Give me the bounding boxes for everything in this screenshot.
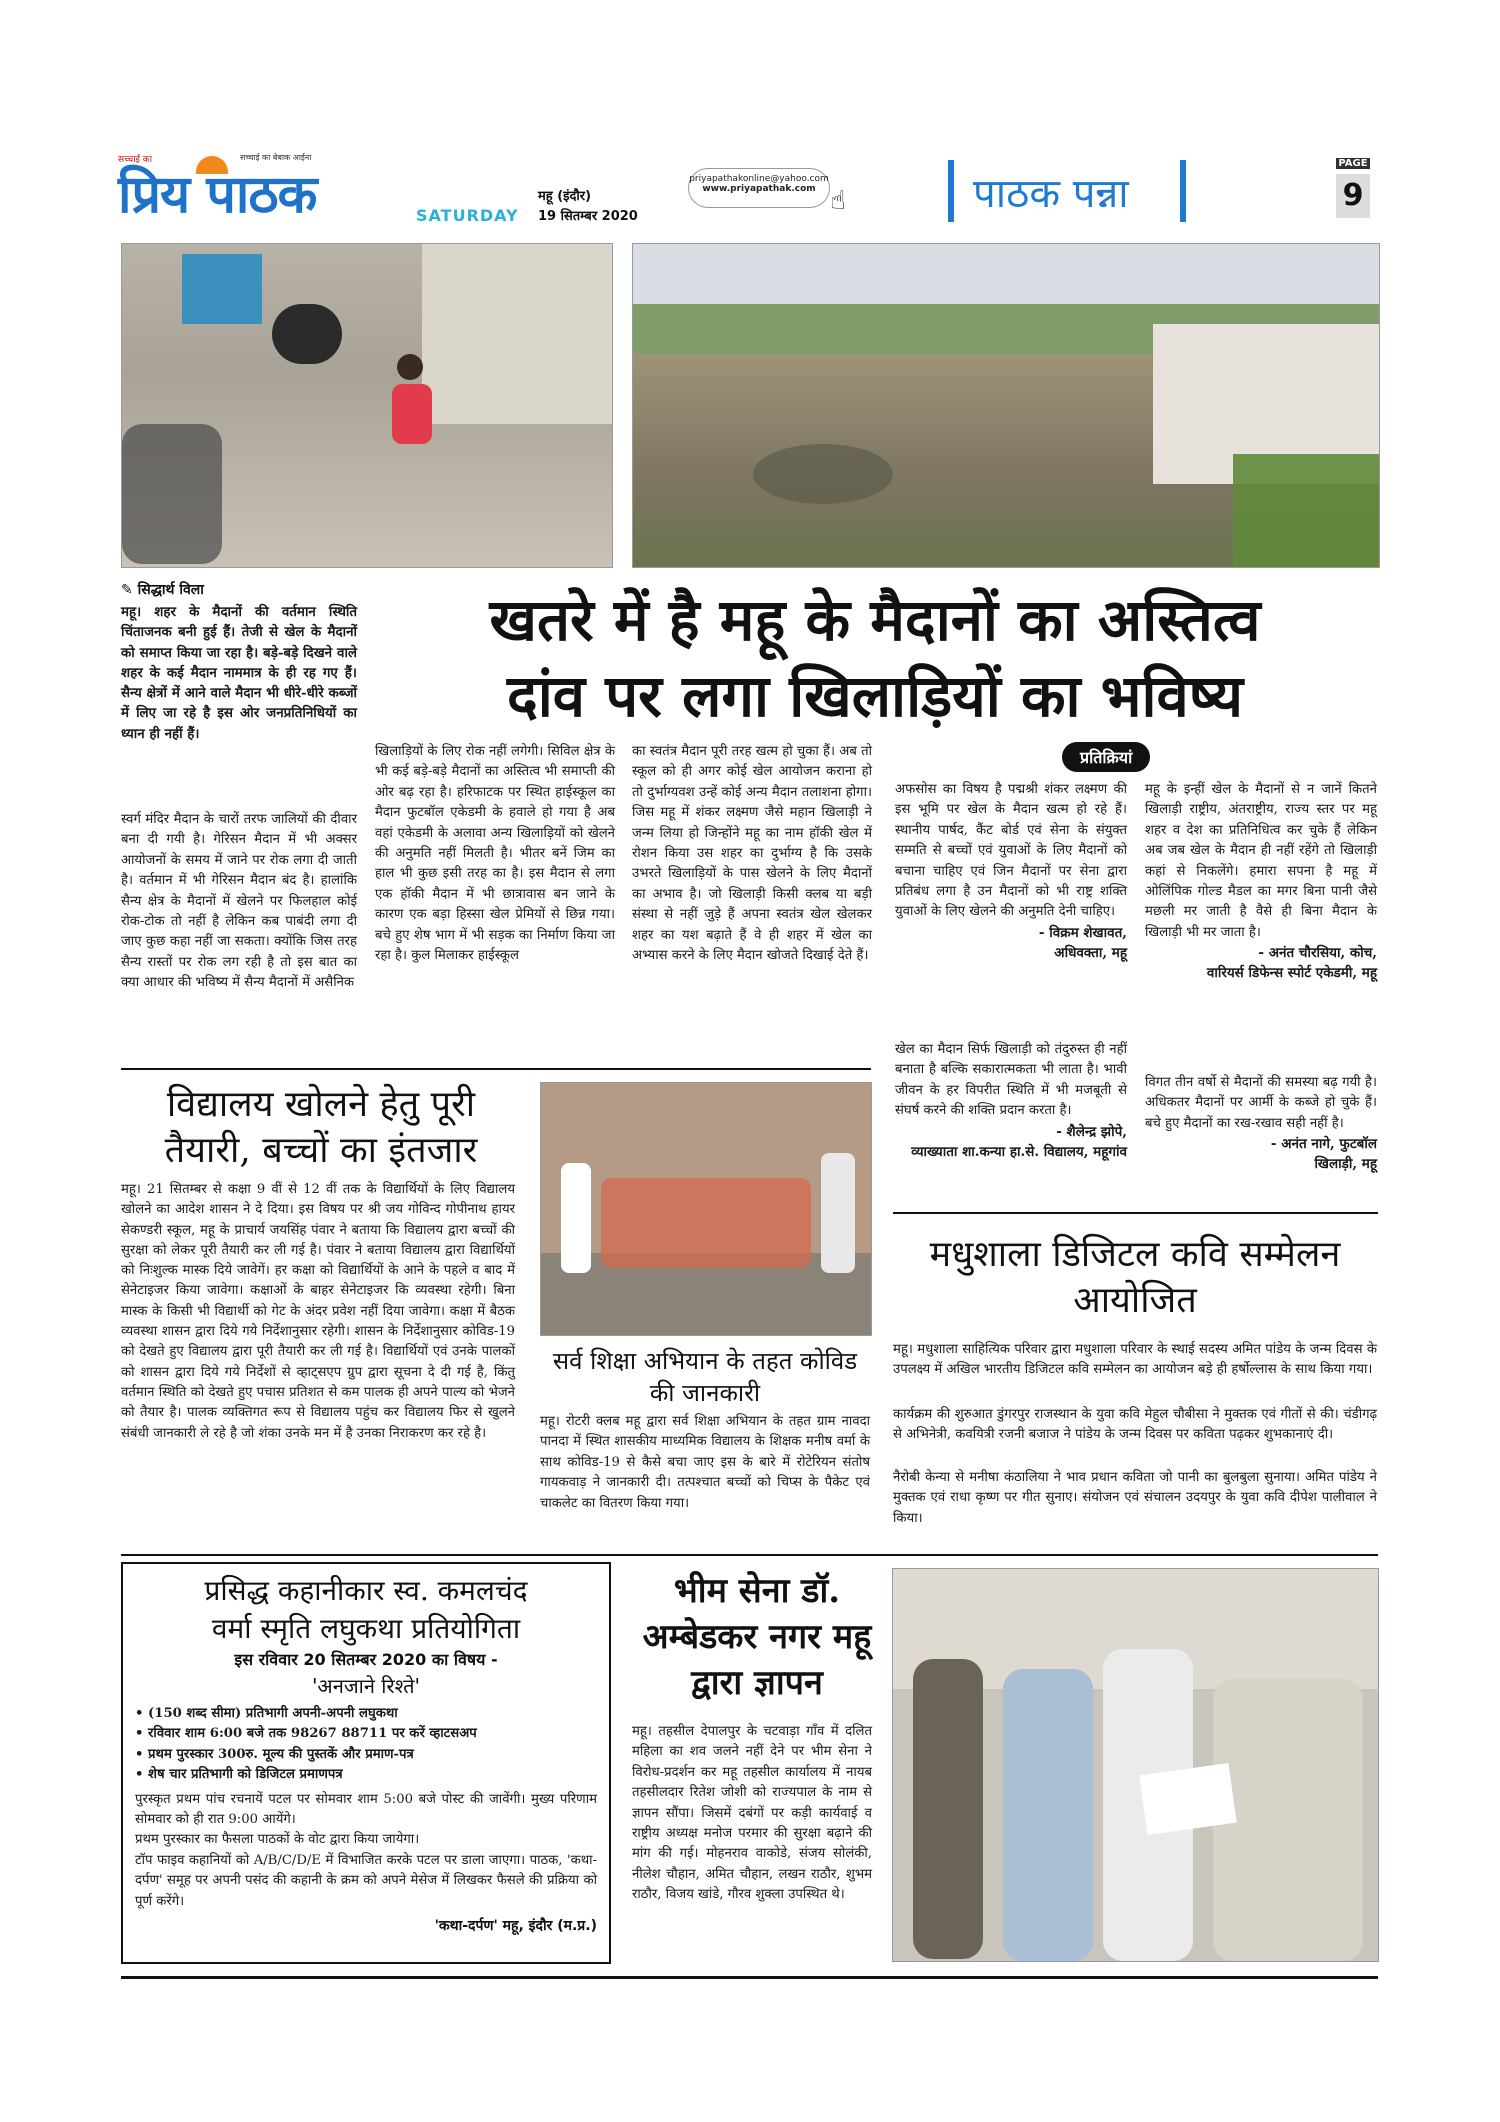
- school-headline: विद्यालय खोलने हेतु पूरी तैयारी, बच्चों का इंतजार: [164, 1084, 478, 1171]
- competition-subject-line: इस रविवार 20 सितम्बर 2020 का विषय -: [234, 1650, 498, 1669]
- photo-barren-ground: [632, 243, 1380, 568]
- reaction-right-1: [1145, 780, 1377, 983]
- logo-tagline: सच्चाई का बेबाक आईना: [240, 153, 312, 162]
- reaction-name: - अनंत नागे, फुटबॉल: [1270, 1136, 1377, 1153]
- section-title: पाठक पन्ना: [973, 171, 1129, 217]
- date-label: 19 सितम्बर 2020: [538, 209, 638, 224]
- logo-text: प्रिय पाठक: [118, 165, 317, 225]
- masthead: [118, 150, 1378, 232]
- website-link[interactable]: www.priyapathak.com: [702, 184, 816, 194]
- rule-item: • रविवार शाम 6:00 बजे तक 98267 88711 पर करें व्हाटसअप: [135, 1726, 477, 1742]
- pointer-hand-icon: ☝: [830, 186, 846, 216]
- bhim-sena-body: महू। तहसील देपालपुर के चटवाड़ा गाँव में दलित महिला का शव जलने नहीं देने पर भीम सेना ने विरोध-प्रदर्शन कर महू तहसील कार्यालय में नायब तहसीलदार रितेश जोशी को राज्यपाल के नाम से ज्ञापन सौंपा। जिसमें दबंगों पर कड़ी कार्यवाई व राष्ट्रीय अध्यक्ष मनोज परमार की सुरक्षा बढ़ाने की मांग की गई। मोहनराव वाकोडे, संजय सोलंकी, नीलेश चौहान, अमित चौहान, लखन राठौर, शुभम राठौर, विजय खांडे, गौरव शुक्ला उपस्थित थे।: [632, 1724, 872, 1903]
- reaction-text: अफसोस का विषय है पद्मश्री शंकर लक्ष्मण की इस भूमि पर खेल के मैदान खत्म हो रहे हैं। स्थानीय पार्षद, कैंट बोर्ड एवं सेना के संयुक्त सम्मति से बच्चों एवं युवाओं के लिए मैदानों को बचाना चाहिए एवं जिन मैदानों पर सेना द्वारा प्रतिबंध लगा है उन मैदानों को भी राष्ट्र शक्ति युवाओं के लिए खेलने की अनुमति देनी चाहिए।: [895, 782, 1127, 920]
- bhim-sena-headline: भीम सेना डॉ. अम्बेडकर नगर महू द्वारा ज्ञापन: [642, 1571, 872, 1703]
- rule-item: • शेष चार प्रतिभागी को डिजिटल प्रमाणपत्र: [135, 1767, 343, 1783]
- reaction-role: खिलाड़ी, महू: [1314, 1156, 1377, 1173]
- rule-item: • प्रथम पुरस्कार 300रु. मूल्य की पुस्तकें और प्रमाण-पत्र: [135, 1746, 414, 1762]
- reaction-text: खेल का मैदान सिर्फ खिलाड़ी को तंदुरुस्त ही नहीं बनाता है बल्कि सकारात्मकता भी लाता है। भावी जीवन के हर विपरीत स्थिति में भी मजबूती से संघर्ष करने की शक्ति प्रदान करता है।: [895, 1042, 1127, 1119]
- reaction-name: - शैलेन्द्र झोपे,: [1056, 1123, 1127, 1140]
- section-bracket-right-icon: [1180, 160, 1186, 222]
- divider: [893, 1212, 1378, 1214]
- reactions-label: प्रतिक्रियां: [1062, 742, 1150, 772]
- main-headline-line1: खतरे में है महू के मैदानों का अस्तित्व: [489, 586, 1261, 654]
- competition-box: [121, 1562, 611, 1964]
- main-story-lead: महू। शहर के मैदानों की वर्तमान स्थिति चिंताजनक बनी हुई हैं। तेजी से खेल के मैदानों को समाप्त किया जा रहा है। बड़े-बड़े दिखने वाले शहर के कई मैदान नाममात्र के ही रह गए हैं। सैन्य क्षेत्रों में आने वाले मैदान भी धीरे-धीरे कब्जों में लिए जा रहे है इस ओर जनप्रतिनिधियों का ध्यान ही नहीं हैं।: [121, 604, 357, 742]
- reaction-text: विगत तीन वर्षो से मैदानों की समस्या बढ़ गयी है। अधिकतर मैदानों पर आर्मी के कब्जे हो चुके हैं। बचे हुए मैदानों का रख-रखाव सही नहीं है।: [1145, 1075, 1377, 1131]
- reaction-role: अधिवक्ता, महू: [1054, 944, 1127, 961]
- competition-sign: 'कथा-दर्पण' महू, इंदौर (म.प्र.): [434, 1918, 597, 1935]
- reaction-name: - अनंत चौरसिया, कोच,: [1258, 945, 1377, 962]
- pen-icon: ✎: [121, 582, 133, 598]
- photo-children-group: [540, 1082, 872, 1336]
- madhushala-body-2: कार्यक्रम की शुरुआत डुंगरपुर राजस्थान के युवा कवि मेहुल चौबीसा ने मुक्तक एवं गीतों से की। चंडीगढ़ से अभिनेत्री, कवयित्री रजनी बजाज ने पांडेय के जन्म दिवस पर कविता पढ़कर शुभकानाएं दी।: [893, 1407, 1377, 1443]
- reaction-left-1: [895, 780, 1127, 963]
- main-story-col3: का स्वतंत्र मैदान पूरी तरह खत्म हो चुका हैं। अब तो स्कूल को ही अगर कोई खेल आयोजन कराना हो तो दुर्भाग्यवश उन्हें कोई अन्य मैदान तलाशना होगा। जिस महू में शंकर लक्ष्मण जैसे महान खिलाड़ी ने जन्म लिया हो जिन्होंने महू का नाम हॉकी खेल में रोशन किया उस शहर का दुर्भाग्य है कि उसके उभरते खिलाड़ियों के पास खेलने के लिए मैदानों का अभाव है। जो खिलाड़ी किसी क्लब या बड़ी संस्था से नहीं जुड़े हैं अपना स्वतंत्र खेल खेलकर शहर का यश बढ़ाते हैं वे ही शहर में खेल का अभ्यास करने के लिए मैदान खोजते दिखाई देते हैं।: [632, 744, 872, 964]
- page-label: PAGE: [1336, 158, 1370, 169]
- competition-para-2: प्रथम पुरस्कार का फैसला पाठकों के वोट द्वारा किया जायेगा।: [135, 1832, 420, 1848]
- rule-item: • (150 शब्द सीमा) प्रतिभागी अपनी-अपनी लघुकथा: [135, 1706, 398, 1721]
- reaction-name: - विक्रम शेखावत,: [1038, 924, 1127, 941]
- divider: [121, 1976, 1378, 1979]
- photo-kids-playing-cricket: [121, 243, 613, 568]
- photo-memorandum-handover: [892, 1568, 1379, 1962]
- main-story-col1: स्वर्ग मंदिर मैदान के चारों तरफ जालियों की दीवार बना दी गयी है। गेरिसन मैदान में भी अक्सर आयोजनों के समय में जाने पर रोक लगा दी जाती है। वर्तमान में भी गेरिसन मैदान बंद है। हालांकि सैन्य क्षेत्र के मैदानों में खेलने पर फिलहाल कोई रोक-टोक तो नहीं है लेकिन कब पाबंदी लगा दी जाए कुछ कहा नहीं जा सकता। क्योंकि जिस तरह सैन्य रास्तों पर रोक लग रही है तो इस बात का क्या आधार की भविष्य में सैन्य मैदानों में असैनिक: [121, 812, 357, 991]
- competition-title-line2: वर्मा स्मृति लघुकथा प्रतियोगिता: [211, 1612, 521, 1645]
- madhushala-body-3: नैरोबी केन्या से मनीषा कंठालिया ने भाव प्रधान कविता जो पानी का बुलबुला सुनाया। अमित पांडेय ने मुक्तक एवं राधा कृष्ण पर गीत सुनाए। संयोजन एवं संचालन उदयपुर के युवा कवि दीपेश पालीवाल ने किया।: [893, 1470, 1377, 1526]
- logo-small-text: सच्चाई का: [118, 155, 153, 165]
- city-label: महू (इंदौर): [538, 189, 592, 204]
- divider: [121, 1068, 871, 1070]
- reaction-role: वारियर्स डिफेन्स स्पोर्ट एकेडमी, महू: [1206, 965, 1377, 982]
- main-headline-line2: दांव पर लगा खिलाड़ियों का भविष्य: [506, 662, 1244, 730]
- madhushala-headline: मधुशाला डिजिटल कवि सम्मेलन आयोजित: [929, 1234, 1341, 1321]
- school-body: महू। 21 सितम्बर से कक्षा 9 वीं से 12 वीं तक के विद्यार्थियों के लिए विद्यालय खोलने का आदेश शासन ने दे दिया। इस विषय पर श्री जय गोविन्द गोपीनाथ हायर सेकण्डरी स्कूल, महू के प्राचार्य जयसिंह पंवार ने बताया कि विद्यालय द्वारा बच्चों की सुरक्षा को लेकर पूरी तैयारी कर ली गई है। पंवार ने बताया विद्यालय द्वारा विद्यार्थियों को निःशुल्क मास्क दिये जावेगें। हर कक्षा को विद्यार्थियों के आने के पहले व बाद में सेनेटाइजर किया जावेगा। कक्षाओं के बाहर सेनेटाइजर कि व्यवस्था रहेगी। बिना मास्क के किसी भी विद्यार्थी को गेट के अंदर प्रवेश नहीं दिया जावेगा। कक्षा में बैठक व्यवस्था शासन द्वारा दिये गये निर्देशानुसार रहेगी। शासन के निर्देशानुसार कोविड-19 को देखते हुए विद्यालय द्वारा पूरी तैयारी कर ली गई है। विद्यार्थियों एवं उनके पालकों को शासन द्वारा दिये गये निर्देशों से व्हाट्सएप ग्रुप द्वारा सूचना दे दी गई है, किंतु वर्तमान स्थिति को देखते हुए पचास प्रतिशत से कम पालक ही अपने पाल्य को भेजने को तैयार है। पालक व्यक्तिगत रूप से विद्यालय पहुंच कर विद्यालय फिर से खुलने संबंधी जानकारी ले रहे है जो शंका उनके मन में है उनका निराकरण कर रहे है।: [121, 1182, 515, 1441]
- competition-subject: 'अनजाने रिश्ते': [311, 1674, 421, 1698]
- day-label: SATURDAY: [416, 206, 519, 225]
- sarva-shiksha-headline: सर्व शिक्षा अभियान के तहत कोविड की जानकारी: [552, 1347, 858, 1407]
- competition-title-line1: प्रसिद्ध कहानीकार स्व. कमलचंद: [204, 1574, 528, 1607]
- sarva-shiksha-body: महू। रोटरी क्लब महू द्वारा सर्व शिक्षा अभियान के तहत ग्राम नावदा पानदा में स्थित शासकीय माध्यमिक विद्यालय के शिक्षक मनीष वर्मा के साथ कोविड-19 से कैसे बचा जाए इस के बारे में रोटेरियन संतोष गायकवाड़ ने जानकारी दी। तत्पश्चात बच्चों को चिप्स के पैकेट एवं चाकलेट का वितरण किया गया।: [540, 1414, 870, 1511]
- competition-rules: [135, 1704, 597, 1786]
- page-number: 9: [1336, 174, 1370, 218]
- divider: [121, 1554, 1378, 1556]
- competition-para-3: टॉप फाइव कहानियों को A/B/C/D/E में विभाजित करके पटल पर डाला जाएगा। पाठक, 'कथा-दर्पण' समूह पर अपनी पसंद की कहानी के क्रम को अपने मेसेज में लिखकर फैसले की प्रक्रिया को पूर्ण करेंगे।: [135, 1852, 597, 1909]
- reaction-right-2: [1145, 1073, 1377, 1174]
- main-story-col2: खिलाड़ियों के लिए रोक नहीं लगेगी। सिविल क्षेत्र के भी कई बड़े-बड़े मैदानों का अस्तित्व भी समाप्ती की ओर बढ़ रहा है। हरिफाटक पर स्थित हाईस्कूल का मैदान फुटबॉल एकेडमी के हवाले हो गया है अब वहां एकेडमी के अलावा अन्य खिलाड़ियों को खेलने की अनुमति नहीं मिलती है। भीतर बनें जिम का हाल भी कुछ इसी तरह का है। इस मैदान से लगा एक हॉकी मैदान में भी छात्रावास बन जाने के कारण एक बड़ा हिस्सा खेल प्रेमियों से छिन्न गया। बचे हुए शेष भाग में भी सड़क का निर्माण किया जा रहा है। कुल मिलाकर हाईस्कूल: [375, 744, 615, 964]
- logo: [118, 150, 358, 232]
- reaction-left-2: [895, 1040, 1127, 1162]
- competition-para-1: पुरस्कृत प्रथम पांच रचनायें पटल पर सोमवार शाम 5:00 बजे पोस्ट की जावेंगी। मुख्य परिणाम सोमवार को ही रात 9:00 आयेंगे।: [135, 1791, 597, 1828]
- madhushala-body-1: महू। मधुशाला साहित्यिक परिवार द्वारा मधुशाला परिवार के स्थाई सदस्य अमित पांडेय के जन्म दिवस के उपलक्ष्य में अखिल भारतीय डिजिटल कवि सम्मेलन का आयोजन बड़े ही हर्षोल्लास के साथ किया गया।: [893, 1342, 1377, 1378]
- section-bracket-left-icon: [948, 160, 954, 222]
- reaction-role: व्याख्याता शा.कन्या हा.से. विद्यालय, महूगांव: [911, 1143, 1127, 1160]
- contact-box: [688, 168, 830, 208]
- byline-name: सिद्धार्थ विला: [137, 582, 204, 598]
- email-link[interactable]: priyapathakonline@yahoo.com: [689, 174, 829, 184]
- byline: [121, 580, 204, 599]
- reaction-text: महू के इन्हीं खेल के मैदानों से न जानें कितने खिलाड़ी राष्ट्रीय, अंतराष्ट्रीय, राज्य स्तर पर महू शहर व देश का प्रतिनिधित्व कर चुके हैं लेकिन अब जब खेल के मैदान ही नहीं रहेंगे तो खिलाड़ी कहां से निकलेंगे। हमारा सपना है महू में ओलिंपिक गोल्ड मैडल का मगर बिना पानी जैसे मछली मर जाती है वैसे ही बिना मैदान के खिलाड़ी भी मर जाता है।: [1145, 782, 1377, 940]
